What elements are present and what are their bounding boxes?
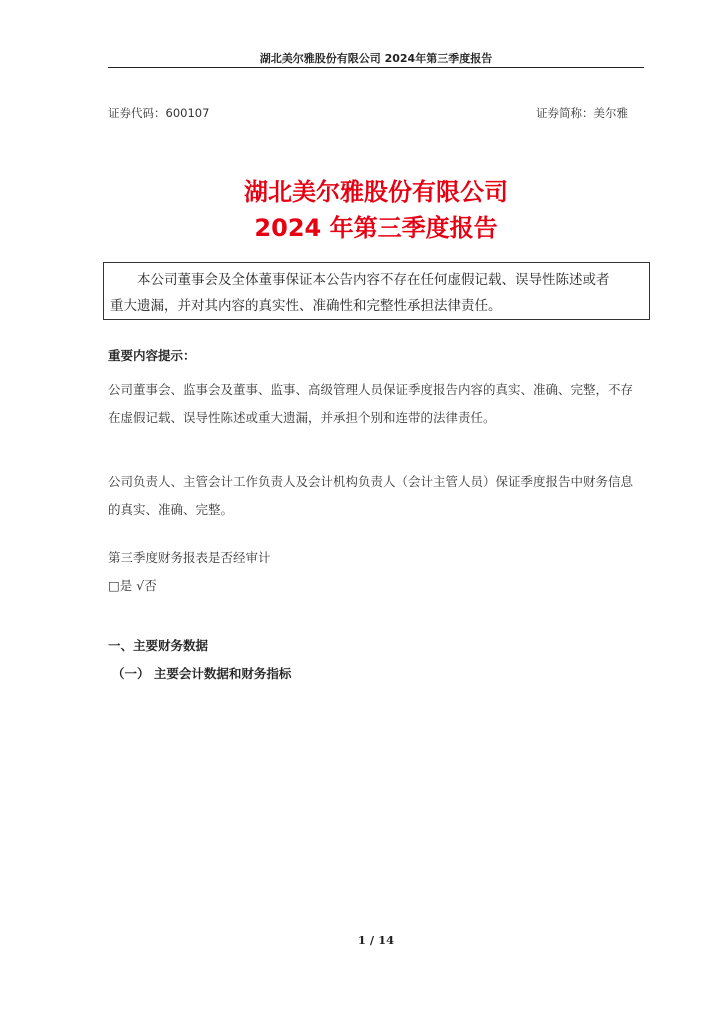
running-header: 湖北美尔雅股份有限公司 2024年第三季度报告 bbox=[259, 52, 493, 65]
guarantee-paragraph-2 bbox=[108, 468, 648, 524]
notice-line-1: 本公司董事会及全体董事保证本公告内容不存在任何虚假记载、误导性陈述或者 bbox=[137, 272, 610, 288]
header-rule bbox=[108, 67, 644, 68]
stock-code: 证券代码：600107 bbox=[108, 106, 210, 120]
guarantee-paragraph-1 bbox=[108, 376, 648, 432]
report-title-company: 湖北美尔雅股份有限公司 bbox=[244, 178, 508, 206]
stock-abbreviation: 证券简称：美尔雅 bbox=[536, 106, 628, 120]
notice-line-2: 重大遗漏，并对其内容的真实性、准确性和完整性承担法律责任。 bbox=[110, 298, 502, 314]
page-number: 1 / 14 bbox=[357, 933, 395, 947]
board-guarantee-notice bbox=[103, 262, 650, 320]
audit-answer: □是 √否 bbox=[108, 578, 157, 593]
section-main-financial-data: 一、主要财务数据 bbox=[108, 638, 209, 653]
paragraph-1-line-1: 公司董事会、监事会及董事、监事、高级管理人员保证季度报告内容的真实、准确、完整，不存 bbox=[108, 382, 634, 397]
subsection-accounting-data: （一） 主要会计数据和财务指标 bbox=[112, 666, 292, 681]
paragraph-2-line-2: 的真实、准确、完整。 bbox=[108, 502, 234, 517]
paragraph-2-line-1: 公司负责人、主管会计工作负责人及会计机构负责人（会计主管人员）保证季度报告中财务信息 bbox=[108, 474, 634, 489]
audit-status bbox=[108, 544, 648, 600]
important-notes-heading: 重要内容提示： bbox=[108, 348, 196, 363]
paragraph-1-line-2: 在虚假记载、误导性陈述或重大遗漏，并承担个别和连带的法律责任。 bbox=[108, 410, 496, 425]
report-title-period: 2024 年第三季度报告 bbox=[254, 214, 498, 242]
audit-question: 第三季度财务报表是否经审计 bbox=[108, 550, 271, 565]
